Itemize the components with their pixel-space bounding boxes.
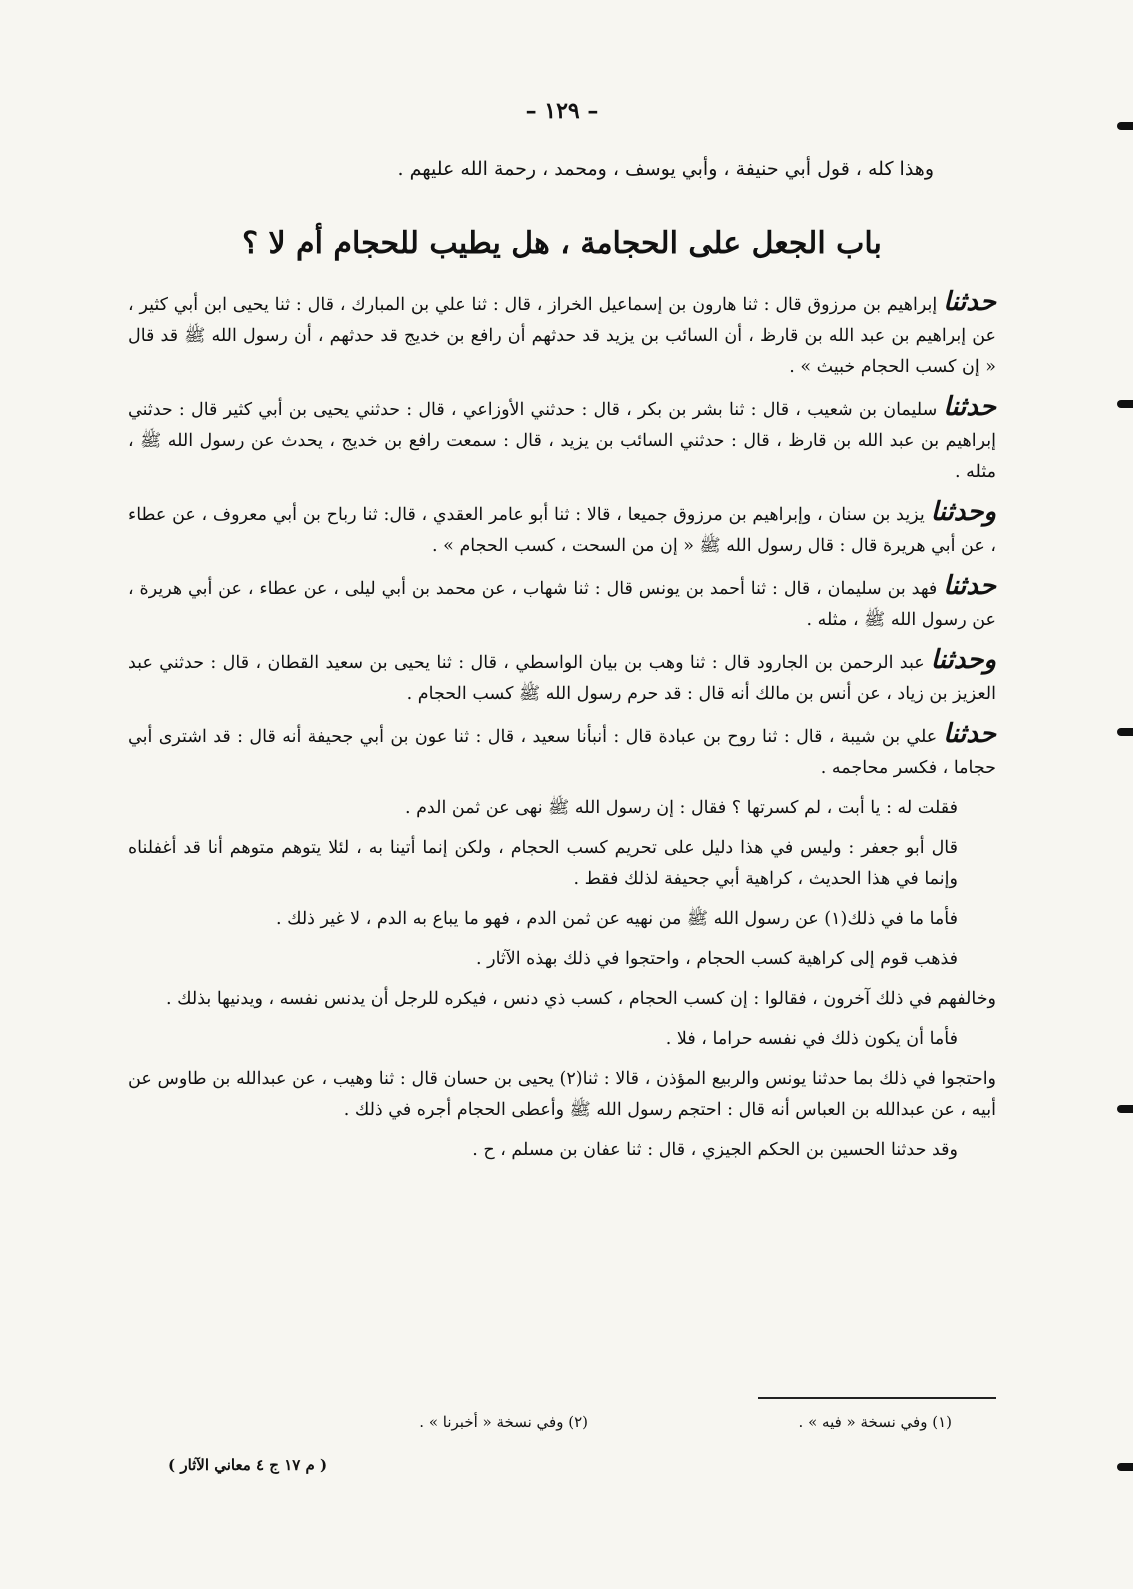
hadith-paragraph [128, 719, 996, 784]
footnote-2: (٢) وفي نسخة « أخبرنا » . [419, 1413, 588, 1431]
paragraph-text: فقلت له : يا أبت ، لم كسرتها ؟ فقال : إن رسول الله ﷺ نهى عن ثمن الدم . [404, 798, 958, 818]
page-edge-mark [1117, 728, 1133, 736]
body-text [128, 287, 996, 1175]
chapter-title: باب الجعل على الحجامة ، هل يطيب للحجام أم لا ؟ [242, 226, 882, 261]
text-paragraph [128, 1135, 996, 1166]
paragraph-text: علي بن شيبة ، قال : ثنا روح بن عبادة قال : أنبأنا سعيد ، قال : ثنا عون بن أبي جحيفة أنه قال : قد اشترى أبي حجاما ، فكسر محاجمه . [128, 727, 996, 778]
page-edge-mark [1117, 1105, 1133, 1113]
text-paragraph [128, 833, 996, 895]
hadith-paragraph [128, 571, 996, 636]
page-edge-mark [1117, 122, 1133, 130]
text-paragraph [128, 793, 996, 824]
paragraph-text: عبد الرحمن بن الجارود قال : ثنا وهب بن بيان الواسطي ، قال : ثنا يحيى بن سعيد القطان ، قال : حدثني عبد العزيز بن زياد ، عن أنس بن مالك أنه قال : قد حرم رسول الله ﷺ كسب الحجام . [128, 653, 996, 704]
footnote-divider [758, 1397, 996, 1399]
paragraph-lead: حدثنا [943, 571, 996, 601]
hadith-paragraph [128, 497, 996, 562]
hadith-paragraph [128, 645, 996, 710]
paragraph-text: قال أبو جعفر : وليس في هذا دليل على تحريم كسب الحجام ، ولكن إنما أتينا به ، لئلا يتوهم متوهم أنا قد أغفلناه وإنما في هذا الحديث ، كراهية أبي جحيفة لذلك فقط . [128, 838, 958, 889]
text-paragraph [128, 984, 996, 1015]
paragraph-text: يزيد بن سنان ، وإبراهيم بن مرزوق جميعا ، قالا : ثنا أبو عامر العقدي ، قال: ثنا رباح بن أبي معروف ، عن عطاء ، عن أبي هريرة قال : قال رسول الله ﷺ « إن من السحت ، كسب الحجام » . [128, 505, 996, 556]
intro-line: وهذا كله ، قول أبي حنيفة ، وأبي يوسف ، ومحمد ، رحمة الله عليهم . [397, 158, 934, 180]
page-number: – ١٢٩ – [525, 98, 599, 124]
page-edge-mark [1117, 1463, 1133, 1471]
signature-note: ( م ١٧ ج ٤ معاني الآثار ) [168, 1456, 328, 1474]
paragraph-lead: حدثنا [943, 392, 996, 422]
paragraph-lead: وحدثنا [930, 497, 996, 527]
paragraph-text: واحتجوا في ذلك بما حدثنا يونس والربيع المؤذن ، قالا : ثنا(٢) يحيى بن حسان قال : ثنا وهيب ، عن عبدالله بن طاوس عن أبيه ، عن عبدالله بن العباس أنه قال : احتجم رسول الله ﷺ وأعطى الحجام أجره في ذلك . [128, 1069, 997, 1120]
paragraph-text: فهد بن سليمان ، قال : ثنا أحمد بن يونس قال : ثنا شهاب ، عن محمد بن أبي ليلى ، عن عطاء ، عن أبي هريرة ، عن رسول الله ﷺ ، مثله . [128, 579, 996, 630]
paragraph-text: إبراهيم بن مرزوق قال : ثنا هارون بن إسماعيل الخراز ، قال : ثنا علي بن المبارك ، قال : ثنا يحيى ابن أبي كثير ، عن إبراهيم بن عبد الله بن قارظ ، أن السائب بن يزيد قد حدثهم أن رافع بن خديج قد حدثهم ، أن رسول الله ﷺ قد قال « إن كسب الحجام خبيث » . [128, 295, 996, 377]
paragraph-text: وخالفهم في ذلك آخرون ، فقالوا : إن كسب الحجام ، كسب ذي دنس ، فيكره للرجل أن يدنس نفسه ، ويدنيها بذلك . [166, 989, 996, 1009]
text-paragraph [128, 944, 996, 975]
paragraph-text: وقد حدثنا الحسين بن الحكم الجيزي ، قال : ثنا عفان بن مسلم ، ح . [472, 1140, 958, 1160]
book-page [128, 92, 996, 1532]
paragraph-lead: حدثنا [943, 719, 996, 749]
paragraph-text: فأما ما في ذلك(١) عن رسول الله ﷺ من نهيه عن ثمن الدم ، فهو ما يباع به الدم ، لا غير ذلك . [275, 909, 958, 929]
paragraph-text: سليمان بن شعيب ، قال : ثنا بشر بن بكر ، قال : حدثني الأوزاعي ، قال : حدثني يحيى بن أبي كثير قال : حدثني إبراهيم بن عبد الله بن قارظ ، قال : حدثني السائب بن يزيد ، قال : سمعت رافع بن خديج ، يحدث عن رسول الله ﷺ ، مثله . [128, 400, 996, 482]
paragraph-lead: حدثنا [943, 287, 996, 317]
text-paragraph [128, 1064, 996, 1126]
paragraph-text: فذهب قوم إلى كراهية كسب الحجام ، واحتجوا في ذلك بهذه الآثار . [476, 949, 958, 969]
hadith-paragraph [128, 392, 996, 488]
text-paragraph [128, 904, 996, 935]
page-edge-mark [1117, 400, 1133, 408]
hadith-paragraph [128, 287, 996, 383]
paragraph-lead: وحدثنا [930, 645, 996, 675]
text-paragraph [128, 1024, 996, 1055]
paragraph-text: فأما أن يكون ذلك في نفسه حراما ، فلا . [665, 1029, 958, 1049]
footnote-1: (١) وفي نسخة « فيه » . [798, 1413, 952, 1431]
